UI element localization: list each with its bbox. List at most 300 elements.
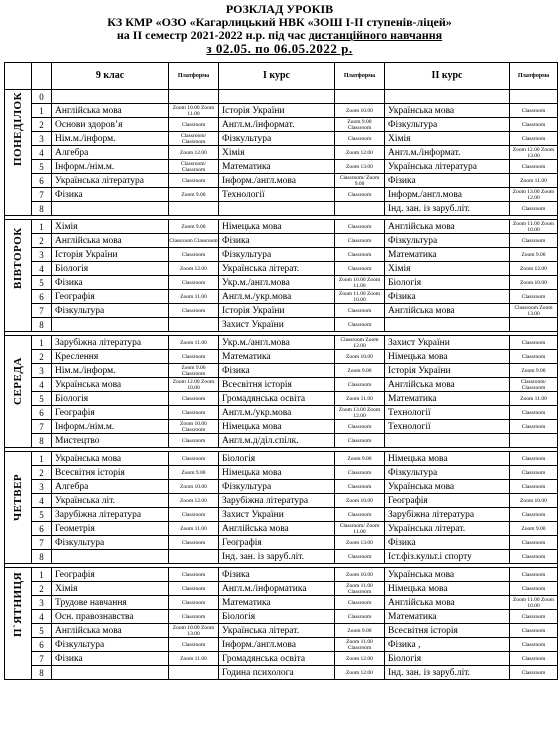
platform-i-kurs: Zoom 10.00: [335, 568, 385, 582]
lesson-number: 4: [32, 378, 52, 392]
platform-ii-kurs: Classroom: [510, 624, 558, 638]
lesson-row: [5, 508, 558, 522]
subject-i-kurs: Англ.м./інформатика: [219, 582, 335, 596]
col-ii-kurs: ІІ курс: [385, 63, 510, 90]
subject-i-kurs: Фізкультура: [219, 248, 335, 262]
lesson-row: [5, 350, 558, 364]
col-platform-2: Платформа: [335, 63, 385, 90]
subject-ii-kurs: [385, 90, 510, 104]
schedule-table: [4, 62, 558, 680]
day-name: ПОНЕДІЛОК: [12, 91, 24, 166]
subject-i-kurs: Фізкультура: [219, 480, 335, 494]
platform-i-kurs: Zoom 12.00: [335, 146, 385, 160]
subject-i-kurs: Біологія: [219, 610, 335, 624]
subject-9-klas: Українська мова: [52, 452, 169, 466]
platform-9-klas: Classroom: [169, 248, 219, 262]
subject-i-kurs: Українська літерат.: [219, 624, 335, 638]
platform-ii-kurs: Classroom Zoom 13.00: [510, 304, 558, 318]
platform-i-kurs: Zoom 11.00: [335, 392, 385, 406]
lesson-row: [5, 262, 558, 276]
lesson-number: 4: [32, 494, 52, 508]
lesson-number: 2: [32, 118, 52, 132]
platform-ii-kurs: Classroom: [510, 652, 558, 666]
lesson-number: 6: [32, 406, 52, 420]
lesson-row: [5, 336, 558, 350]
subject-9-klas: Алгебра: [52, 146, 169, 160]
platform-ii-kurs: Classroom: [510, 420, 558, 434]
lesson-row: [5, 610, 558, 624]
subject-i-kurs: Біологія: [219, 452, 335, 466]
subject-i-kurs: Математика: [219, 160, 335, 174]
platform-i-kurs: Zoom 9.00: [335, 624, 385, 638]
subject-9-klas: Зарубіжна література: [52, 336, 169, 350]
subject-i-kurs: Громадянська освіта: [219, 392, 335, 406]
lesson-number: 4: [32, 146, 52, 160]
platform-ii-kurs: Classroom: [510, 118, 558, 132]
lesson-row: [5, 652, 558, 666]
lesson-row: [5, 118, 558, 132]
platform-ii-kurs: [510, 90, 558, 104]
lesson-row: [5, 466, 558, 480]
platform-9-klas: [169, 202, 219, 216]
platform-i-kurs: Zoom 12.00: [335, 666, 385, 680]
subject-ii-kurs: Фізкультура: [385, 234, 510, 248]
lesson-row: [5, 160, 558, 174]
platform-9-klas: Classroom: [169, 568, 219, 582]
lesson-row: [5, 290, 558, 304]
platform-i-kurs: Zoom 10.00 Zoom 11.00: [335, 276, 385, 290]
subject-i-kurs: Укр.м./англ.мова: [219, 276, 335, 290]
subject-ii-kurs: Математика: [385, 610, 510, 624]
platform-9-klas: Classroom: [169, 610, 219, 624]
platform-ii-kurs: Zoom 9.00: [510, 364, 558, 378]
platform-i-kurs: Classroom: [335, 480, 385, 494]
date-range: з 02.05. по 06.05.2022 р.: [206, 41, 353, 56]
subject-i-kurs: Інформ./англ.мова: [219, 638, 335, 652]
platform-9-klas: Zoom 11.00: [169, 290, 219, 304]
platform-i-kurs: Classroom: [335, 550, 385, 564]
platform-ii-kurs: Zoom 11.00: [510, 174, 558, 188]
day-name-cell: [5, 220, 32, 332]
lesson-number: 7: [32, 304, 52, 318]
subject-i-kurs: Історія України: [219, 104, 335, 118]
subject-i-kurs: Англійська мова: [219, 522, 335, 536]
subject-9-klas: Інформ./нім.м.: [52, 160, 169, 174]
platform-9-klas: Classroom: [169, 406, 219, 420]
platform-i-kurs: Zoom 11.00 Classroom: [335, 582, 385, 596]
platform-9-klas: [169, 90, 219, 104]
platform-ii-kurs: Zoom 11.00 Zoom 10.00: [510, 596, 558, 610]
lesson-row: [5, 104, 558, 118]
platform-i-kurs: Zoom 10.00: [335, 350, 385, 364]
lesson-row: [5, 638, 558, 652]
lesson-row: [5, 364, 558, 378]
platform-9-klas: Classroom Classroom: [169, 234, 219, 248]
lesson-number: 8: [32, 318, 52, 332]
subject-9-klas: Географія: [52, 290, 169, 304]
lesson-number: 3: [32, 132, 52, 146]
platform-ii-kurs: Zoom 10.00: [510, 494, 558, 508]
platform-i-kurs: Zoom 11.00 Zoom 10.00: [335, 290, 385, 304]
platform-ii-kurs: Classroom: [510, 666, 558, 680]
subject-9-klas: Алгебра: [52, 480, 169, 494]
platform-i-kurs: Zoom 9.00: [335, 452, 385, 466]
lesson-number: 6: [32, 174, 52, 188]
subject-ii-kurs: Українська мова: [385, 568, 510, 582]
lesson-number: 8: [32, 666, 52, 680]
platform-9-klas: Classroom: [169, 536, 219, 550]
subject-i-kurs: Математика: [219, 350, 335, 364]
lesson-number: 5: [32, 276, 52, 290]
lesson-row: [5, 536, 558, 550]
subject-9-klas: Всесвітня історія: [52, 466, 169, 480]
lesson-number: 1: [32, 568, 52, 582]
platform-ii-kurs: Zoom 12.00 Zoom 13.00: [510, 146, 558, 160]
platform-ii-kurs: Classroom: [510, 582, 558, 596]
subject-i-kurs: Німецька мова: [219, 220, 335, 234]
subject-ii-kurs: Фізика: [385, 290, 510, 304]
lesson-number: 0: [32, 90, 52, 104]
platform-i-kurs: Classroom: [335, 188, 385, 202]
platform-i-kurs: Classroom Zoom 12.00: [335, 336, 385, 350]
lesson-number: 1: [32, 452, 52, 466]
day-name-cell: [5, 90, 32, 216]
subject-i-kurs: Фізика: [219, 234, 335, 248]
subject-i-kurs: Географія: [219, 536, 335, 550]
platform-9-klas: Zoom 11.00: [169, 652, 219, 666]
lesson-row: [5, 188, 558, 202]
platform-9-klas: Zoom 10.00 Zoom 13.00: [169, 624, 219, 638]
lesson-row: [5, 174, 558, 188]
lesson-number: 7: [32, 188, 52, 202]
platform-ii-kurs: Zoom 9.00: [510, 248, 558, 262]
platform-i-kurs: Classroom: [335, 304, 385, 318]
platform-ii-kurs: Classroom: [510, 466, 558, 480]
lesson-number: 2: [32, 582, 52, 596]
subject-i-kurs: Всесвітня історія: [219, 378, 335, 392]
subject-i-kurs: Захист України: [219, 318, 335, 332]
day-header-cell: [5, 63, 32, 90]
platform-i-kurs: [335, 202, 385, 216]
subject-i-kurs: Укр.м./англ.мова: [219, 336, 335, 350]
platform-i-kurs: Classroom: [335, 508, 385, 522]
platform-9-klas: Zoom 9.00: [169, 188, 219, 202]
platform-i-kurs: Classroom: [335, 318, 385, 332]
platform-i-kurs: Classroom: [335, 610, 385, 624]
subject-9-klas: Географія: [52, 568, 169, 582]
platform-9-klas: Classroom: [169, 392, 219, 406]
lesson-row: [5, 304, 558, 318]
subject-9-klas: Хімія: [52, 220, 169, 234]
subject-9-klas: Українська літ.: [52, 494, 169, 508]
lesson-number: 1: [32, 336, 52, 350]
lesson-row: [5, 132, 558, 146]
subject-ii-kurs: Німецька мова: [385, 452, 510, 466]
platform-9-klas: Zoom 10.00 Classroom: [169, 420, 219, 434]
subject-9-klas: Нім.м./інформ.: [52, 132, 169, 146]
semester-text: на ІІ семестр 2021-2022 н.р. під час: [116, 28, 309, 42]
lesson-number: 6: [32, 522, 52, 536]
platform-9-klas: Classroom: [169, 118, 219, 132]
lesson-row: [5, 452, 558, 466]
col-platform-3: Платформа: [510, 63, 558, 90]
platform-i-kurs: Zoom 9.00: [335, 364, 385, 378]
lesson-row: [5, 596, 558, 610]
subject-i-kurs: [219, 90, 335, 104]
subject-9-klas: Англійська мова: [52, 104, 169, 118]
lesson-number: 5: [32, 624, 52, 638]
platform-i-kurs: Zoom 11.00 Classroom: [335, 638, 385, 652]
subject-9-klas: Фізика: [52, 188, 169, 202]
lesson-row: [5, 378, 558, 392]
lesson-row: [5, 568, 558, 582]
platform-i-kurs: Zoom 13.00: [335, 160, 385, 174]
platform-9-klas: Classroom/ Classroom: [169, 160, 219, 174]
platform-i-kurs: Zoom 9.00 Classroom: [335, 118, 385, 132]
platform-9-klas: Zoom 10.00: [169, 480, 219, 494]
platform-9-klas: Classroom: [169, 304, 219, 318]
subject-i-kurs: Захист України: [219, 508, 335, 522]
platform-ii-kurs: Zoom 11.00: [510, 392, 558, 406]
platform-9-klas: Classroom: [169, 452, 219, 466]
platform-ii-kurs: Zoom 13.00 Zoom 12.00: [510, 188, 558, 202]
lesson-row: [5, 550, 558, 564]
platform-i-kurs: [335, 90, 385, 104]
platform-ii-kurs: Zoom 11.00 Zoom 10.00: [510, 220, 558, 234]
subject-ii-kurs: Захист України: [385, 336, 510, 350]
lesson-row: [5, 406, 558, 420]
subject-i-kurs: Інд. зан. із заруб.літ.: [219, 550, 335, 564]
platform-i-kurs: Classroom/ Zoom 11.00: [335, 522, 385, 536]
platform-ii-kurs: Classroom: [510, 104, 558, 118]
subject-ii-kurs: Історія України: [385, 364, 510, 378]
col-i-kurs: І курс: [219, 63, 335, 90]
subject-9-klas: [52, 318, 169, 332]
lesson-number: 7: [32, 536, 52, 550]
platform-9-klas: Classroom: [169, 174, 219, 188]
lesson-row: [5, 146, 558, 160]
lesson-number: 7: [32, 652, 52, 666]
subject-9-klas: Біологія: [52, 262, 169, 276]
subject-9-klas: [52, 550, 169, 564]
platform-9-klas: Zoom 11.00: [169, 336, 219, 350]
platform-ii-kurs: Classroom: [510, 610, 558, 624]
platform-ii-kurs: Zoom 9.00: [510, 522, 558, 536]
subject-ii-kurs: Англійська мова: [385, 220, 510, 234]
platform-i-kurs: Classroom: [335, 234, 385, 248]
lesson-row: [5, 202, 558, 216]
platform-9-klas: Zoom 9.00: [169, 466, 219, 480]
subject-i-kurs: Німецька мова: [219, 420, 335, 434]
platform-ii-kurs: Classroom: [510, 638, 558, 652]
subject-ii-kurs: Англ.м./інформат.: [385, 146, 510, 160]
subject-ii-kurs: Англійська мова: [385, 304, 510, 318]
subject-9-klas: Хімія: [52, 582, 169, 596]
subject-9-klas: Англійська мова: [52, 234, 169, 248]
subject-i-kurs: Англ.м./укр.мова: [219, 290, 335, 304]
platform-ii-kurs: Classroom: [510, 202, 558, 216]
lesson-number: 1: [32, 104, 52, 118]
subject-ii-kurs: Технології: [385, 406, 510, 420]
platform-9-klas: Classroom: [169, 508, 219, 522]
lesson-number: 3: [32, 480, 52, 494]
subject-i-kurs: Англ.м./укр.мова: [219, 406, 335, 420]
platform-i-kurs: Zoom 13.00: [335, 536, 385, 550]
subject-i-kurs: Німецька мова: [219, 466, 335, 480]
platform-ii-kurs: Classroom: [510, 350, 558, 364]
subject-9-klas: Зарубіжна література: [52, 508, 169, 522]
platform-9-klas: Zoom 12.00: [169, 494, 219, 508]
lesson-number: 6: [32, 290, 52, 304]
subject-9-klas: Географія: [52, 406, 169, 420]
subject-ii-kurs: Технології: [385, 420, 510, 434]
subject-ii-kurs: Зарубіжна література: [385, 508, 510, 522]
subject-ii-kurs: Німецька мова: [385, 350, 510, 364]
subject-9-klas: Українська мова: [52, 378, 169, 392]
subject-ii-kurs: Фізика ,: [385, 638, 510, 652]
platform-ii-kurs: Classroom: [510, 336, 558, 350]
lesson-row: [5, 234, 558, 248]
subject-ii-kurs: Українська мова: [385, 480, 510, 494]
subject-i-kurs: Година психолога: [219, 666, 335, 680]
lesson-number: 5: [32, 508, 52, 522]
subject-ii-kurs: Математика: [385, 392, 510, 406]
platform-9-klas: Classroom: [169, 276, 219, 290]
schedule-title: РОЗКЛАД УРОКІВ: [225, 2, 334, 16]
subject-9-klas: Українська література: [52, 174, 169, 188]
platform-ii-kurs: Classroom: [510, 290, 558, 304]
subject-9-klas: Біологія: [52, 392, 169, 406]
subject-ii-kurs: Українська мова: [385, 104, 510, 118]
platform-ii-kurs: Classroom: [510, 160, 558, 174]
platform-9-klas: Classroom: [169, 434, 219, 448]
school-name: КЗ КМР «ОЗО «Кагарлицький НВК «ЗОШ І-ІІ ступенів-ліцей»: [107, 15, 452, 29]
subject-ii-kurs: Інформ./англ.мова: [385, 188, 510, 202]
lesson-row: [5, 220, 558, 234]
platform-9-klas: Classroom: [169, 350, 219, 364]
subject-ii-kurs: Українська літерат.: [385, 522, 510, 536]
lesson-row: [5, 318, 558, 332]
platform-9-klas: Zoom 10.00 Zoom 11.00: [169, 104, 219, 118]
platform-i-kurs: Classroom: [335, 466, 385, 480]
subject-9-klas: Геометрія: [52, 522, 169, 536]
subject-ii-kurs: Всесвітня історія: [385, 624, 510, 638]
day-name-cell: [5, 568, 32, 680]
lesson-number: 5: [32, 160, 52, 174]
subject-9-klas: Фізкультура: [52, 536, 169, 550]
platform-ii-kurs: [510, 434, 558, 448]
lesson-row: [5, 666, 558, 680]
subject-i-kurs: Фізика: [219, 364, 335, 378]
number-header-cell: [32, 63, 52, 90]
lesson-number: 8: [32, 434, 52, 448]
subject-i-kurs: [219, 202, 335, 216]
platform-i-kurs: Classroom: [335, 262, 385, 276]
subject-ii-kurs: Біологія: [385, 276, 510, 290]
col-9-klas: 9 клас: [52, 63, 169, 90]
subject-ii-kurs: Математика: [385, 248, 510, 262]
platform-9-klas: Classroom/ Classroom: [169, 132, 219, 146]
lesson-number: 2: [32, 350, 52, 364]
subject-i-kurs: Математика: [219, 596, 335, 610]
lesson-row: [5, 624, 558, 638]
platform-i-kurs: Zoom 13.00 Zoom 12.00: [335, 406, 385, 420]
subject-i-kurs: Технології: [219, 188, 335, 202]
lesson-number: 8: [32, 202, 52, 216]
subject-ii-kurs: [385, 318, 510, 332]
subject-9-klas: Нім.м./інформ.: [52, 364, 169, 378]
subject-ii-kurs: Іст.фіз.культ.і спорту: [385, 550, 510, 564]
subject-ii-kurs: Хімія: [385, 262, 510, 276]
subject-9-klas: Креслення: [52, 350, 169, 364]
subject-9-klas: Мистецтво: [52, 434, 169, 448]
lesson-row: [5, 420, 558, 434]
subject-ii-kurs: Фізкультура: [385, 466, 510, 480]
platform-ii-kurs: Classroom: [510, 452, 558, 466]
lesson-row: [5, 276, 558, 290]
subject-9-klas: [52, 90, 169, 104]
platform-9-klas: Classroom: [169, 638, 219, 652]
platform-ii-kurs: Classroom: [510, 550, 558, 564]
lesson-number: 2: [32, 466, 52, 480]
platform-ii-kurs: Classroom: [510, 480, 558, 494]
subject-ii-kurs: Хімія: [385, 132, 510, 146]
distance-learning-text: дистанційного навчання: [308, 28, 443, 42]
subject-i-kurs: Українська літерат.: [219, 262, 335, 276]
subject-i-kurs: Фізика: [219, 568, 335, 582]
subject-i-kurs: Хімія: [219, 146, 335, 160]
platform-i-kurs: Zoom 12.00: [335, 652, 385, 666]
platform-9-klas: Zoom 12.00 Zoom 10.00: [169, 378, 219, 392]
subject-i-kurs: Англ.м./інформат.: [219, 118, 335, 132]
platform-i-kurs: Classroom: [335, 132, 385, 146]
lesson-row: [5, 480, 558, 494]
day-name-cell: [5, 336, 32, 448]
platform-9-klas: Classroom: [169, 596, 219, 610]
subject-ii-kurs: Фізкультура: [385, 118, 510, 132]
subject-i-kurs: Фізкультура: [219, 132, 335, 146]
col-platform-1: Платформа: [169, 63, 219, 90]
platform-9-klas: [169, 550, 219, 564]
lesson-row: [5, 522, 558, 536]
subject-9-klas: Фізика: [52, 276, 169, 290]
subject-9-klas: Основи здоров’я: [52, 118, 169, 132]
subject-9-klas: [52, 202, 169, 216]
platform-9-klas: Classroom: [169, 582, 219, 596]
platform-i-kurs: Classroom: [335, 434, 385, 448]
lesson-row: [5, 582, 558, 596]
subject-i-kurs: Інформ./англ.мова: [219, 174, 335, 188]
subject-i-kurs: Громадянська освіта: [219, 652, 335, 666]
lesson-number: 4: [32, 262, 52, 276]
day-name: ЧЕТВЕР: [12, 473, 24, 521]
platform-9-klas: Zoom 12.00: [169, 146, 219, 160]
lesson-number: 3: [32, 364, 52, 378]
platform-i-kurs: Classroom/ Zoom 9.00: [335, 174, 385, 188]
platform-9-klas: [169, 666, 219, 680]
lesson-row: [5, 392, 558, 406]
subject-ii-kurs: Українська література: [385, 160, 510, 174]
lesson-number: 7: [32, 420, 52, 434]
lesson-number: 6: [32, 638, 52, 652]
lesson-number: 3: [32, 596, 52, 610]
subject-9-klas: Фізкультура: [52, 638, 169, 652]
subject-ii-kurs: Англійська мова: [385, 596, 510, 610]
subject-i-kurs: Зарубіжна література: [219, 494, 335, 508]
subject-ii-kurs: [385, 434, 510, 448]
subject-9-klas: [52, 666, 169, 680]
platform-i-kurs: Classroom: [335, 248, 385, 262]
